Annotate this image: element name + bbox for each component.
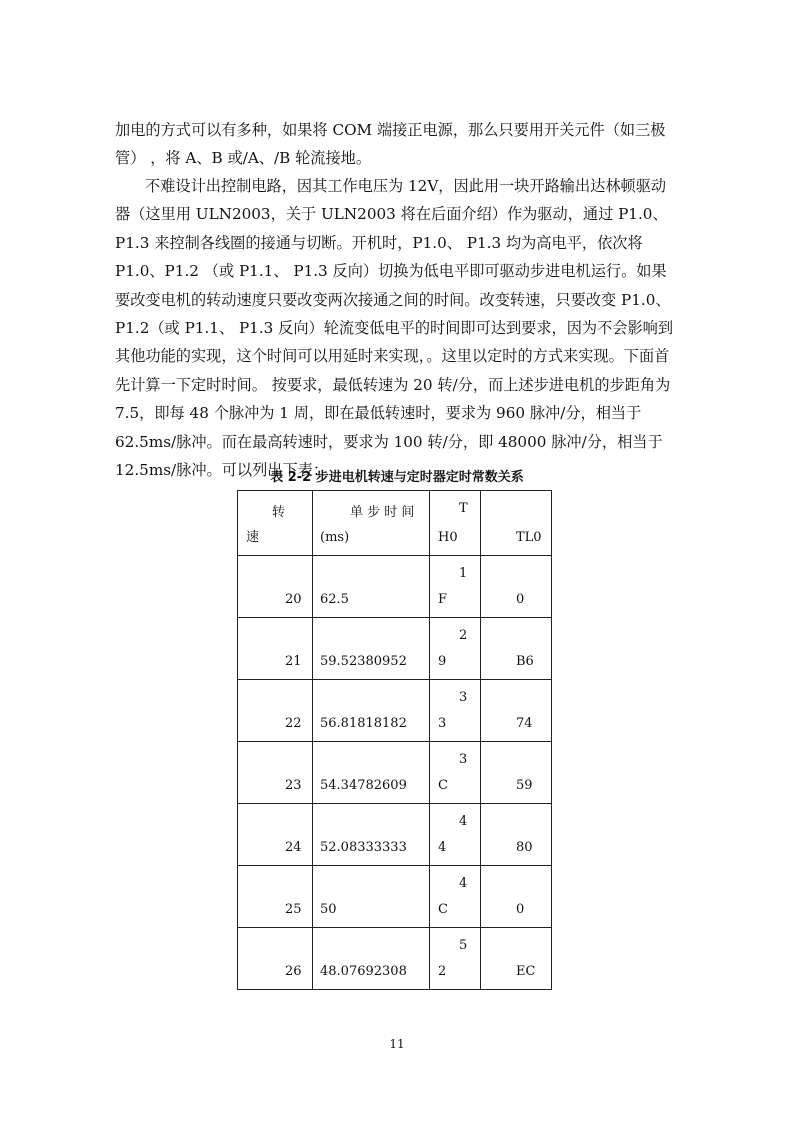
table-row [238,680,552,742]
tl0-cell [481,618,552,680]
table-row [238,742,552,804]
header-cell-tl0 [481,491,552,556]
speed-cell [238,556,313,618]
header-cell-step-time [313,491,430,556]
header-cell-speed [238,491,313,556]
tl0-value: B6 [516,654,534,669]
th0-low-digit: C [438,902,448,917]
tl0-value: 0 [516,592,525,607]
speed-value: 24 [285,840,302,855]
th0-cell [430,866,481,928]
th0-high-digit: 4 [459,876,468,891]
tl0-value: 59 [516,778,533,793]
step-time-cell [313,556,430,618]
tl0-value: 80 [516,840,533,855]
th0-high-digit: 1 [459,566,468,581]
speed-value: 20 [285,592,302,607]
step-time-value: 62.5 [320,592,349,607]
speed-cell [238,618,313,680]
paragraph-power-method: 加电的方式可以有多种，如果将 COM 端接正电源，那么只要用开关元件（如三极管） ，将 A、B 或/A、/B 轮流接地。 [115,121,666,168]
speed-value: 26 [285,964,302,979]
paragraph-control-circuit: 不难设计出控制电路，因其工作电压为 12V，因此用一块开路输出达林顿驱动器（这里用 ULN2003，关于 ULN2003 将在后面介绍）作为驱动，通过 P1.0、P1.3 来控制各线圈的接通与切断。开机时，P1.0、 P1.3 均为高电平，依次将 P1.0、P1.2 （或 P1.1、 P1.3 反向）切换为低电平即可驱动步进电机运行。如果要改变电机的转动速度只要改变两次接通之间的时间。改变转速，只要改变 P1.0、P1.2（或 P1.1、 P1.3 反向）轮流变低电平的时间即可达到要求，因为不会影响到其他功能的实现，这个时间可以用延时来实现，。这里以定时的方式来实现。下面首先计算一下定时时间。 按要求，最低转速为 20 转/分，而上述步进电机的步距角为 7.5，即每 48 个脉冲为 1 周，即在最低转速时，要求为 960 脉冲/分，相当于 62.5ms/脉冲。而在最高转速时，要求为 100 转/分，即 48000 脉冲/分，相当于 12.5ms/脉冲。可以列出下表： [115,177,674,480]
table-row [238,618,552,680]
step-time-value: 56.81818182 [320,716,407,731]
th0-low-digit: C [438,778,448,793]
table-row [238,928,552,990]
speed-cell [238,742,313,804]
th0-high-digit: 4 [459,814,468,829]
table-caption: 表 2-2 步进电机转速与定时器定时常数关系 [270,470,524,485]
tl0-value: 0 [516,902,525,917]
step-time-cell [313,742,430,804]
step-time-value: 54.34782609 [320,778,407,793]
th0-cell [430,618,481,680]
th0-high-digit: 2 [459,628,468,643]
header-cell-th0 [430,491,481,556]
speed-cell [238,804,313,866]
th0-cell [430,742,481,804]
th0-cell [430,680,481,742]
header-th0-bottom: H0 [438,530,458,545]
tl0-cell [481,556,552,618]
table-row [238,866,552,928]
step-time-cell [313,928,430,990]
table-row [238,556,552,618]
step-time-cell [313,804,430,866]
step-time-value: 59.52380952 [320,654,407,669]
th0-low-digit: 3 [438,716,447,731]
step-time-value: 48.07692308 [320,964,407,979]
table-row [238,804,552,866]
header-speed-bottom: 速 [246,530,260,545]
tl0-cell [481,680,552,742]
header-tl0-bottom: TL0 [516,530,542,545]
th0-cell [430,804,481,866]
th0-high-digit: 3 [459,690,468,705]
tl0-cell [481,928,552,990]
speed-value: 23 [285,778,302,793]
speed-value: 21 [285,654,302,669]
speed-value: 25 [285,902,302,917]
tl0-cell [481,742,552,804]
page-number: 11 [389,1037,405,1051]
speed-cell [238,928,313,990]
step-time-cell [313,618,430,680]
tl0-cell [481,804,552,866]
th0-cell [430,556,481,618]
th0-low-digit: 9 [438,654,447,669]
tl0-value: 74 [516,716,533,731]
th0-cell [430,928,481,990]
th0-low-digit: 2 [438,964,447,979]
header-th0-top: T [459,501,468,516]
step-time-value: 50 [320,902,337,917]
speed-cell [238,680,313,742]
timer-constant-table [237,490,552,990]
tl0-cell [481,866,552,928]
step-time-cell [313,680,430,742]
step-time-value: 52.08333333 [320,840,407,855]
speed-value: 22 [285,716,302,731]
th0-low-digit: 4 [438,840,447,855]
th0-high-digit: 3 [459,752,468,767]
step-time-cell [313,866,430,928]
table-header-row [238,491,552,556]
header-step-time-bottom: (ms) [320,530,350,545]
tl0-value: EC [516,964,536,979]
th0-high-digit: 5 [459,938,468,953]
header-step-time-top: 单 步 时 间 [350,505,415,520]
th0-low-digit: F [438,592,448,607]
header-speed-top: 转 [272,505,286,520]
speed-cell [238,866,313,928]
